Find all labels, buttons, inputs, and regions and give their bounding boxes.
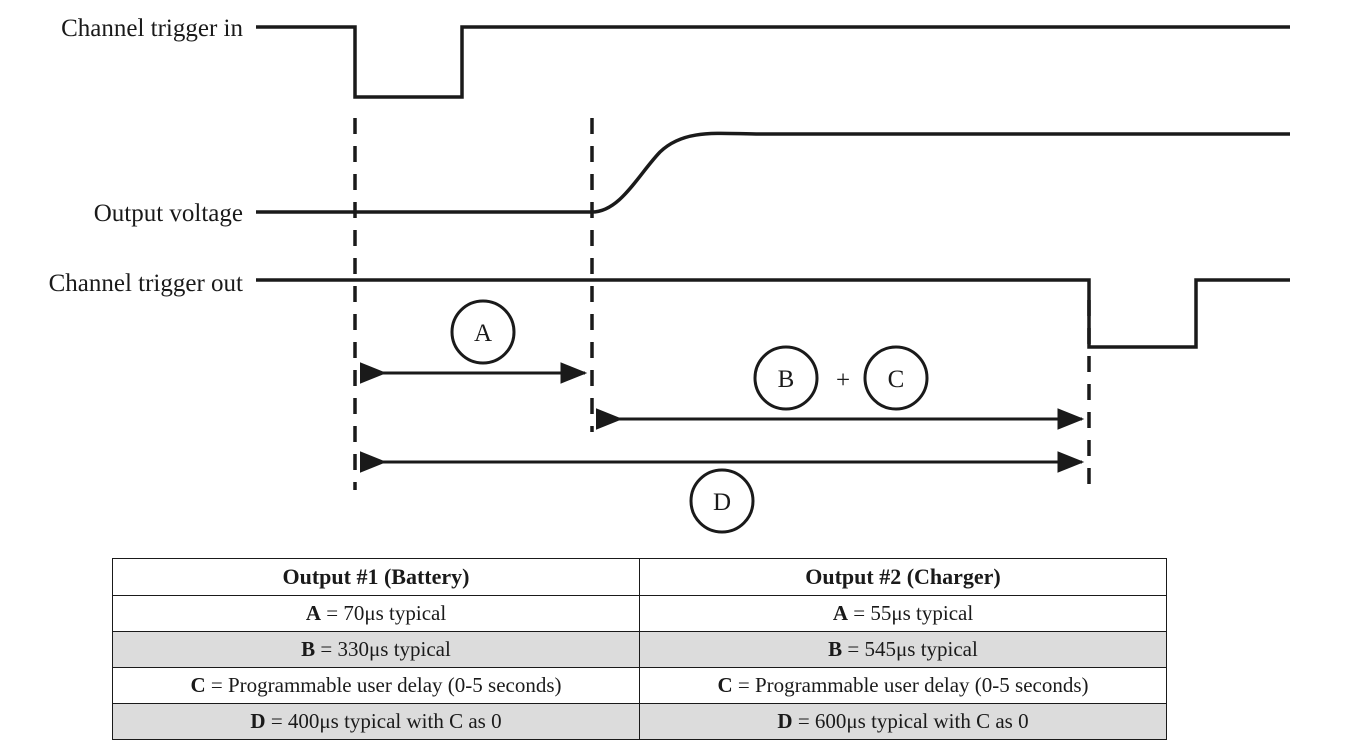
marker-bubble-d bbox=[691, 470, 753, 532]
table-header-output2: Output #2 (Charger) bbox=[640, 559, 1167, 596]
text-d-output2: = 600μs typical with C as 0 bbox=[792, 709, 1029, 733]
text-c-output1: = Programmable user delay (0-5 seconds) bbox=[205, 673, 562, 697]
waveform-channel-trigger-in bbox=[256, 27, 1290, 97]
table-cell-b-output2 bbox=[640, 632, 1167, 668]
marker-bubble-a bbox=[452, 301, 514, 363]
table-cell-b-output1 bbox=[113, 632, 640, 668]
marker-label-d: D bbox=[712, 489, 732, 516]
symbol-c-output1: C bbox=[190, 673, 206, 697]
table-cell-d-output1 bbox=[113, 704, 640, 740]
text-c-output2: = Programmable user delay (0-5 seconds) bbox=[732, 673, 1089, 697]
text-a-output2: = 55μs typical bbox=[848, 601, 974, 625]
table-row bbox=[113, 668, 1167, 704]
table-cell-a-output2 bbox=[640, 596, 1167, 632]
signal-label-channel-trigger-out: Channel trigger out bbox=[48, 270, 243, 297]
table-row bbox=[113, 704, 1167, 740]
marker-operator-plus: + bbox=[835, 367, 851, 394]
symbol-a-output1: A bbox=[305, 601, 321, 625]
marker-label-b: B bbox=[777, 366, 795, 393]
waveform-output-voltage bbox=[256, 133, 1290, 212]
table-header-output1: Output #1 (Battery) bbox=[113, 559, 640, 596]
timing-spec-table bbox=[112, 558, 1167, 740]
symbol-c-output2: C bbox=[717, 673, 733, 697]
signal-label-channel-trigger-in: Channel trigger in bbox=[61, 15, 243, 42]
marker-bubble-b bbox=[755, 347, 817, 409]
marker-label-a: A bbox=[473, 320, 493, 347]
symbol-b-output1: B bbox=[301, 637, 316, 661]
table-row bbox=[113, 632, 1167, 668]
table-header-row bbox=[113, 559, 1167, 596]
text-b-output1: = 330μs typical bbox=[315, 637, 451, 661]
symbol-d-output2: D bbox=[777, 709, 793, 733]
table-cell-d-output2 bbox=[640, 704, 1167, 740]
symbol-d-output1: D bbox=[250, 709, 266, 733]
table-cell-c-output2 bbox=[640, 668, 1167, 704]
marker-bubble-c bbox=[865, 347, 927, 409]
text-b-output2: = 545μs typical bbox=[842, 637, 978, 661]
symbol-b-output2: B bbox=[828, 637, 843, 661]
table-cell-a-output1 bbox=[113, 596, 640, 632]
text-d-output1: = 400μs typical with C as 0 bbox=[265, 709, 502, 733]
marker-label-c: C bbox=[887, 366, 905, 393]
symbol-a-output2: A bbox=[832, 601, 848, 625]
table-row bbox=[113, 596, 1167, 632]
table-cell-c-output1 bbox=[113, 668, 640, 704]
waveform-channel-trigger-out bbox=[256, 280, 1290, 347]
signal-label-output-voltage: Output voltage bbox=[93, 200, 243, 227]
text-a-output1: = 70μs typical bbox=[321, 601, 447, 625]
